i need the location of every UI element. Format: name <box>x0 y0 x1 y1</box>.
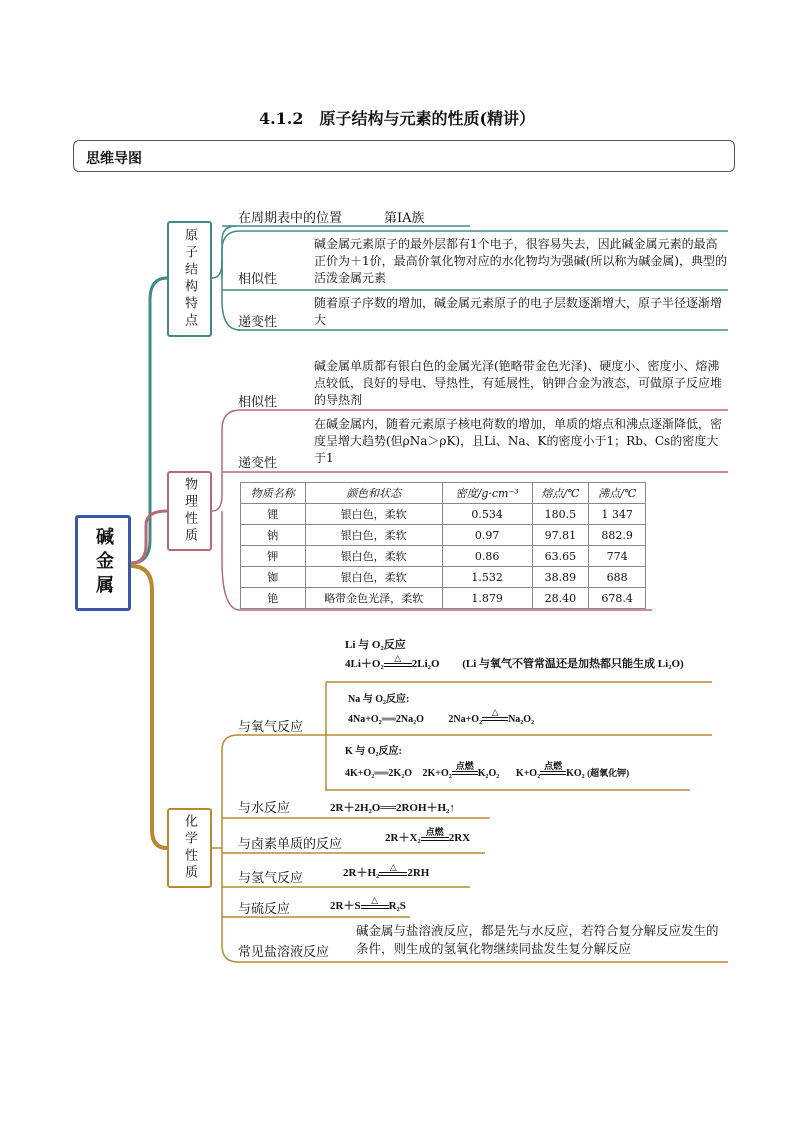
branch-atomic <box>167 221 212 337</box>
salt-label: 常见盐溶液反应 <box>238 945 330 960</box>
table-cell: 钠 <box>241 525 306 546</box>
na-equations <box>348 708 534 725</box>
na-title: Na 与 O₂反应: <box>348 694 410 705</box>
hydrogen-cond: △ <box>389 862 397 872</box>
table-cell: 略带金色光泽，柔软 <box>305 588 442 609</box>
table-cell: 882.9 <box>589 525 646 546</box>
sulfur-equation <box>330 896 406 913</box>
physical-similar-label: 相似性 <box>238 395 278 410</box>
table-cell: 1.879 <box>442 588 532 609</box>
table-header: 密度/g·cm⁻³ <box>442 483 532 504</box>
trunk-atomic <box>131 278 167 563</box>
condition-arrow <box>379 863 407 880</box>
physical-trend-text: 在碱金属内，随着元素原子核电荷数的增加，单质的熔点和沸点逐渐降低，密度呈增大趋势(但ρNa＞ρK)，且Li、Na、K的密度小于1；Rb、Cs的密度大于1 <box>314 417 723 465</box>
hydrogen-right: 2RH <box>407 867 430 879</box>
branch-physical <box>167 471 212 551</box>
li-eq-left: 4Li＋O₂ <box>345 658 384 670</box>
table-cell: 银白色，柔软 <box>305 525 442 546</box>
hydrogen-equation <box>343 863 429 880</box>
water-equation: 2R＋2H₂O══2ROH＋H₂↑ <box>330 802 455 814</box>
na-eq2-cond: △ <box>491 707 499 717</box>
table-row <box>241 546 646 567</box>
table-header: 颜色和状态 <box>305 483 442 504</box>
condition-arrow <box>452 762 478 779</box>
na-eq1: 4Na+O₂══2Na₂O <box>348 714 424 725</box>
table-row <box>241 525 646 546</box>
section-label: 思维导图 <box>86 151 142 167</box>
section-header <box>73 140 735 172</box>
table-cell: 38.89 <box>532 567 589 588</box>
table-cell: 0.534 <box>442 504 532 525</box>
table-cell: 28.40 <box>532 588 589 609</box>
table-cell: 0.86 <box>442 546 532 567</box>
table-header: 沸点/℃ <box>589 483 646 504</box>
k-eq2-left: 2K+O₂ <box>422 768 452 779</box>
table-row <box>241 588 646 609</box>
table-cell: 63.65 <box>532 546 589 567</box>
table-header-row <box>241 483 646 504</box>
table-cell: 688 <box>589 567 646 588</box>
table-cell: 钾 <box>241 546 306 567</box>
na-eq2-left: 2Na+O₂ <box>448 714 483 725</box>
metals-table <box>240 482 646 609</box>
position-value: 第ⅠA族 <box>384 211 425 226</box>
table-header: 熔点/℃ <box>532 483 589 504</box>
k-eq2-right: K₂O₂ <box>477 768 500 779</box>
sulfur-right: R₂S <box>388 900 406 912</box>
k-eq3-right: KO₂ <box>566 768 585 779</box>
condition-arrow <box>361 896 389 913</box>
hydrogen-label: 与氢气反应 <box>238 871 304 886</box>
condition-arrow <box>421 828 449 845</box>
branch-chemical <box>167 808 212 888</box>
k-title: K 与 O₂反应: <box>345 746 402 757</box>
atomic-bracket <box>212 226 236 278</box>
branch-physical-label: 物理性质 <box>182 477 197 545</box>
table-header: 物质名称 <box>241 483 306 504</box>
table-cell: 银白色，柔软 <box>305 567 442 588</box>
table-cell: 180.5 <box>532 504 589 525</box>
salt-text: 碱金属与盐溶液反应，都是先与水反应，若符合复分解反应发生的条件，则生成的氢氧化物继续同盐发生复分解反应 <box>356 923 719 956</box>
water-label: 与水反应 <box>238 801 291 816</box>
halogen-cond: 点燃 <box>425 827 444 837</box>
atomic-similar-label: 相似性 <box>238 272 278 287</box>
sulfur-cond: △ <box>371 895 379 905</box>
halogen-right: 2RX <box>448 832 471 844</box>
table-cell: 铷 <box>241 567 306 588</box>
k-eq3-left: K+O₂ <box>515 768 541 779</box>
table-row <box>241 567 646 588</box>
page-title: 4.1.2 原子结构与元素的性质(精讲） <box>258 109 536 128</box>
atomic-trend-text: 随着原子序数的增加，碱金属元素原子的电子层数逐渐增大，原子半径逐渐增大 <box>314 296 723 327</box>
table-cell: 1.532 <box>442 567 532 588</box>
physical-trend-label: 递变性 <box>238 456 278 471</box>
li-title: Li 与 O₂反应 <box>345 639 406 651</box>
physical-similar-text: 碱金属单质都有银白色的金属光泽(铯略带金色光泽)、硬度小、密度小、熔沸点较低，良好的导电、导热性，有延展性，钠钾合金为液态，可做原子反应堆的导热剂 <box>314 359 723 407</box>
k-eq3-note: (超氧化钾) <box>587 768 630 778</box>
table-cell: 0.97 <box>442 525 532 546</box>
k-eq2-cond: 点燃 <box>455 761 474 771</box>
oxygen-label: 与氧气反应 <box>238 720 304 735</box>
branch-atomic-label: 原子结构特点 <box>182 228 197 330</box>
table-row <box>241 504 646 525</box>
table-cell: 1 347 <box>589 504 646 525</box>
branch-chemical-label: 化学性质 <box>182 814 197 882</box>
halogen-left: 2R＋X₂ <box>385 832 421 844</box>
table-cell: 银白色，柔软 <box>305 546 442 567</box>
sulfur-label: 与硫反应 <box>238 902 291 917</box>
table-cell: 铯 <box>241 588 306 609</box>
condition-arrow <box>540 762 566 779</box>
sulfur-left: 2R＋S <box>330 900 361 912</box>
root-label: 碱金属 <box>93 527 114 599</box>
halogen-label: 与卤素单质的反应 <box>238 837 343 852</box>
table-cell: 774 <box>589 546 646 567</box>
li-eq-cond: △ <box>394 653 402 663</box>
table-cell: 银白色，柔软 <box>305 504 442 525</box>
table-cell: 678.4 <box>589 588 646 609</box>
na-eq2-right: Na₂O₂ <box>508 714 535 725</box>
trunk-chemical <box>131 566 167 848</box>
table-cell: 97.81 <box>532 525 589 546</box>
atomic-similar-text: 碱金属元素原子的最外层都有1个电子，很容易失去，因此碱金属元素的最高正价为＋1价，最高价氧化物对应的水化物均为强碱(所以称为碱金属)，典型的活泼金属元素 <box>314 237 728 285</box>
li-eq-right: 2Li₂O <box>411 658 440 670</box>
k-eq1: 4K+O₂══2K₂O <box>345 768 412 779</box>
hydrogen-left: 2R＋H₂ <box>343 867 380 879</box>
root-node <box>75 515 131 611</box>
condition-arrow <box>482 708 508 725</box>
table-cell: 锂 <box>241 504 306 525</box>
li-equation <box>345 654 684 671</box>
k-eq3-cond: 点燃 <box>544 761 563 771</box>
condition-arrow <box>384 654 412 671</box>
li-note: (Li 与氧气不管常温还是加热都只能生成 Li₂O) <box>462 658 684 670</box>
atomic-trend-label: 递变性 <box>238 315 278 330</box>
position-label: 在周期表中的位置 <box>238 211 343 226</box>
halogen-equation <box>385 828 470 845</box>
k-equations <box>345 762 629 779</box>
